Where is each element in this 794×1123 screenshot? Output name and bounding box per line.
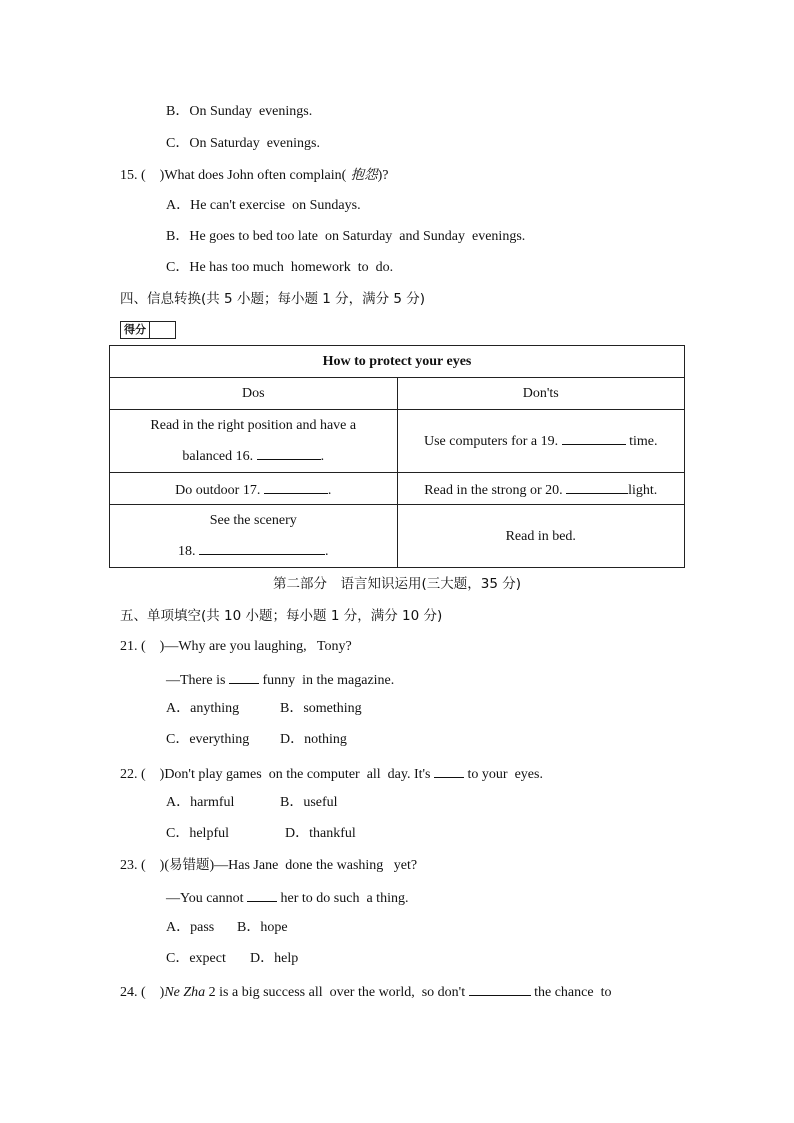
q23-stem-end: )—Has Jane done the washing yet? [209,858,418,873]
q21-answer-text: —There is [166,673,229,688]
q15-stem-cjk: 抱怨 [346,167,378,183]
cell-18-line1: See the scenery [209,513,297,528]
blank-20[interactable] [566,479,628,494]
blank-16[interactable] [257,445,321,460]
score-box [120,321,176,339]
col-dos-header: Dos [110,378,398,410]
cell-17: Do outdoor 17. . [110,473,398,505]
cell-19-text: Use computers for a 19. [423,433,559,449]
q23-tag: 易错题 [169,857,210,873]
q23-option-b: B．hope [237,920,288,935]
cell-donts-3: Read in bed. [397,505,685,568]
q22-option-a: A．harmful [166,795,235,810]
info-table [109,345,685,568]
q14-option-b: B．On Sunday evenings. [166,104,313,119]
q21-stem: 21. ( )—Why are you laughing, Tony? [120,639,352,654]
section5-title: 五、单项填空(共 10 小题；每小题 1 分，满分 10 分) [120,608,443,624]
cell-17-text: Do outdoor 17. [175,482,261,498]
q15-option-a: A．He can't exercise on Sundays. [166,198,361,213]
q23-stem-text: 23. ( )( [120,858,169,873]
cell-20-end: light. [628,482,658,498]
cell-16: Read in the right position and have a balanced 16. . [110,410,398,473]
blank-21[interactable] [229,669,259,684]
cell-19-end: time. [625,433,658,449]
q15-option-c: C．He has too much homework to do. [166,260,394,275]
blank-23[interactable] [247,887,277,902]
blank-22[interactable] [434,763,464,778]
q15-stem-end: )? [377,168,389,183]
q24-stem [120,981,611,1002]
cell-16-line2: balanced 16. [182,449,254,464]
q24-stem-mid: 2 is a big success all over the world, so don't [205,985,469,1000]
table-title: How to protect your eyes [110,346,685,378]
score-label: 得分 [121,322,150,338]
q21-option-d: D．nothing [280,732,347,747]
q23-answer [166,887,408,908]
cell-20 [397,473,685,505]
q23-option-a: A．pass [166,920,215,935]
q14-option-c: C．On Saturday evenings. [166,136,320,151]
blank-18[interactable] [199,540,325,555]
part2-title: 第二部分 语言知识运用(三大题，35 分) [272,576,521,592]
cell-18: See the scenery 18. . [110,505,398,568]
q15-stem-text: 15. ( )What does John often complain( [120,168,347,183]
q24-stem-text: 24. ( ) [120,985,165,1000]
q15-stem [120,166,388,185]
q23-option-d: D．help [250,951,299,966]
q23-stem [120,856,417,875]
q24-movie-title: Ne Zha [164,985,206,1000]
q23-option-c: C．expect [166,951,226,966]
q21-answer-end: funny in the magazine. [258,673,395,688]
q22-option-c: C．helpful [166,826,229,841]
cell-18-line2: 18. [178,544,196,559]
section4-title: 四、信息转换(共 5 小题；每小题 1 分，满分 5 分) [120,291,426,307]
col-donts-header: Don'ts [397,378,685,410]
cell-16-line1: Read in the right position and have a [150,418,357,433]
q22-option-d: D．thankful [285,826,356,841]
blank-19[interactable] [562,430,626,445]
q22-stem-text: 22. ( )Don't play games on the computer all day. It's [120,767,435,782]
q23-answer-end: her to do such a thing. [277,891,409,906]
q22-stem-end: to your eyes. [464,767,543,782]
q23-answer-text: —You cannot [166,891,248,906]
q21-option-b: B．something [280,701,362,716]
q15-option-b: B．He goes to bed too late on Saturday and Sunday evenings. [166,229,526,244]
q24-stem-end: the chance to [530,985,612,1000]
q21-option-a: A．anything [166,701,240,716]
cell-20-text: Read in the strong or 20. [424,482,563,498]
q22-option-b: B．useful [280,795,338,810]
blank-24[interactable] [469,981,531,996]
q21-answer [166,669,394,690]
q21-option-c: C．everything [166,732,250,747]
cell-19 [397,410,685,473]
q22-stem [120,763,543,784]
blank-17[interactable] [264,479,328,494]
